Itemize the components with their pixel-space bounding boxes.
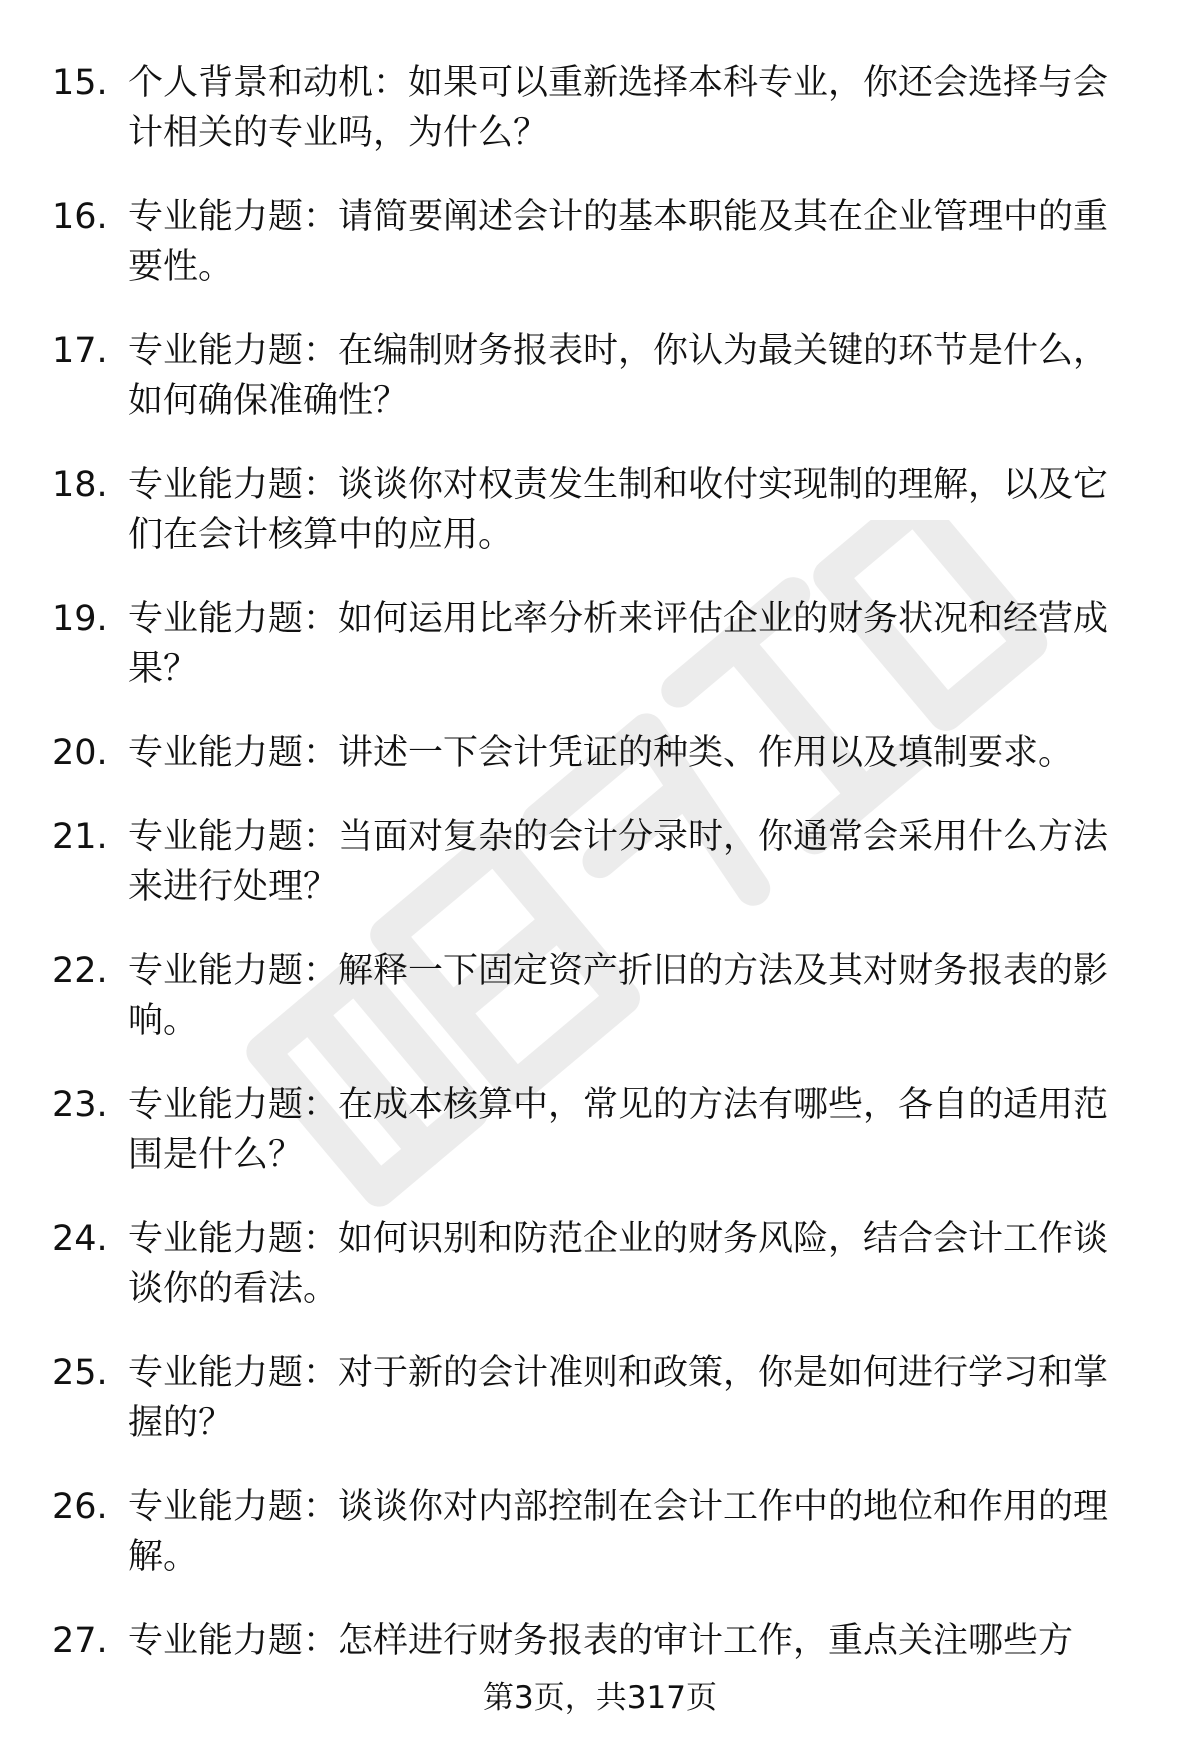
question-number: 24. xyxy=(52,1219,108,1259)
question-number: 23. xyxy=(52,1085,108,1125)
list-item xyxy=(52,728,1142,778)
question-number: 22. xyxy=(52,951,108,991)
list-item xyxy=(52,1482,1142,1582)
question-text: 专业能力题：在成本核算中，常见的方法有哪些，各自的适用范围是什么？ xyxy=(128,1085,1109,1175)
list-item xyxy=(52,1214,1142,1314)
question-number: 17. xyxy=(52,331,108,371)
question-text: 专业能力题：怎样进行财务报表的审计工作，重点关注哪些方 xyxy=(128,1621,1074,1661)
page-footer: 第3页，共317页 xyxy=(483,1680,717,1716)
list-item xyxy=(52,460,1142,560)
question-text: 个人背景和动机：如果可以重新选择本科专业，你还会选择与会计相关的专业吗，为什么？ xyxy=(128,63,1109,153)
question-list xyxy=(52,58,1142,1700)
list-item xyxy=(52,192,1142,292)
list-item xyxy=(52,594,1142,694)
list-item xyxy=(52,946,1142,1046)
question-text: 专业能力题：如何识别和防范企业的财务风险，结合会计工作谈谈你的看法。 xyxy=(128,1219,1109,1309)
question-number: 25. xyxy=(52,1353,108,1393)
question-number: 27. xyxy=(52,1621,108,1661)
list-item xyxy=(52,1616,1142,1666)
question-text: 专业能力题：对于新的会计准则和政策，你是如何进行学习和掌握的？ xyxy=(128,1353,1109,1443)
question-number: 20. xyxy=(52,733,108,773)
list-item xyxy=(52,812,1142,912)
list-item xyxy=(52,58,1142,158)
question-number: 19. xyxy=(52,599,108,639)
question-text: 专业能力题：在编制财务报表时，你认为最关键的环节是什么，如何确保准确性？ xyxy=(128,331,1109,421)
question-text: 专业能力题：请简要阐述会计的基本职能及其在企业管理中的重要性。 xyxy=(128,197,1109,287)
question-text: 专业能力题：当面对复杂的会计分录时，你通常会采用什么方法来进行处理？ xyxy=(128,817,1109,907)
question-number: 18. xyxy=(52,465,108,505)
list-item xyxy=(52,1348,1142,1448)
question-number: 26. xyxy=(52,1487,108,1527)
list-item xyxy=(52,326,1142,426)
question-text: 专业能力题：解释一下固定资产折旧的方法及其对财务报表的影响。 xyxy=(128,951,1109,1041)
question-number: 16. xyxy=(52,197,108,237)
question-text: 专业能力题：如何运用比率分析来评估企业的财务状况和经营成果？ xyxy=(128,599,1109,689)
list-item xyxy=(52,1080,1142,1180)
question-text: 专业能力题：讲述一下会计凭证的种类、作用以及填制要求。 xyxy=(128,733,1074,773)
question-number: 15. xyxy=(52,63,108,103)
question-text: 专业能力题：谈谈你对权责发生制和收付实现制的理解，以及它们在会计核算中的应用。 xyxy=(128,465,1109,555)
question-text: 专业能力题：谈谈你对内部控制在会计工作中的地位和作用的理解。 xyxy=(128,1487,1109,1577)
question-number: 21. xyxy=(52,817,108,857)
